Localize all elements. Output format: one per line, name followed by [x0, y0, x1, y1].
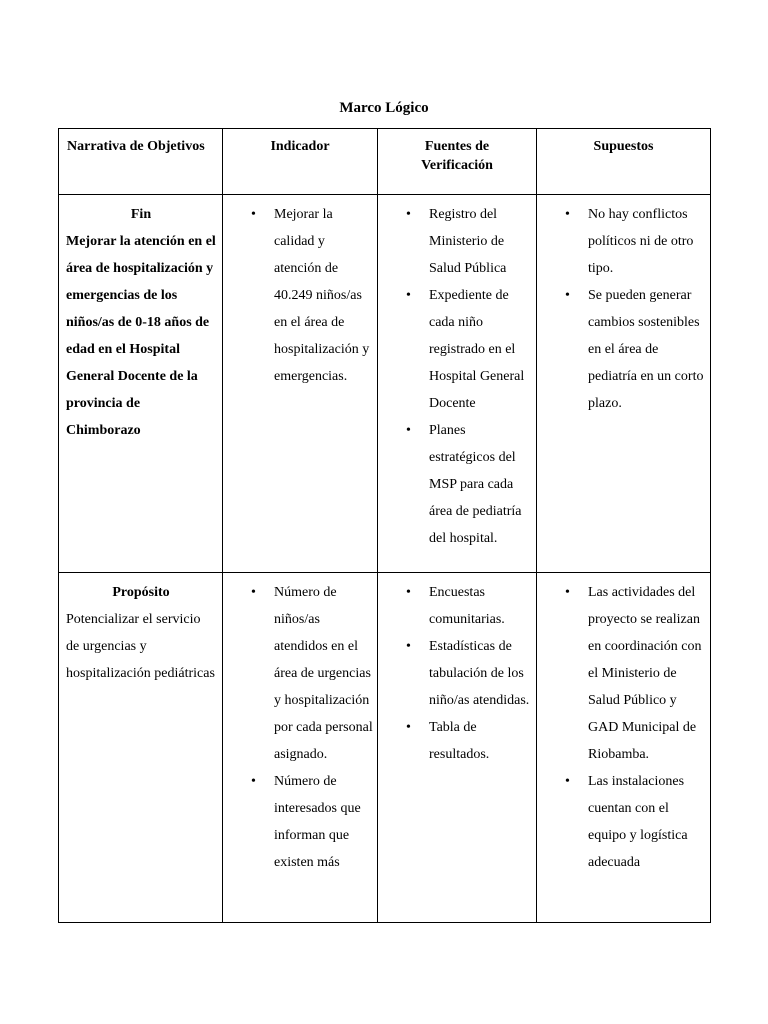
assumptions-cell: [537, 195, 711, 573]
list-item: • Número de interesados que informan que existen más: [223, 768, 373, 876]
table-header-row: [59, 129, 711, 195]
list-item: • Estadísticas de tabulación de los niño/as atendidas.: [378, 633, 532, 714]
table-row-proposito: [59, 573, 711, 923]
header-indicator: Indicador: [223, 129, 378, 195]
row-heading: Propósito: [112, 585, 170, 600]
list-item: • Se pueden generar cambios sostenibles en el área de pediatría en un corto plazo.: [537, 282, 706, 417]
indicator-cell: [223, 195, 378, 573]
header-assumptions: Supuestos: [537, 129, 711, 195]
list-item: • Tabla de resultados.: [378, 714, 532, 768]
header-narrative: Narrativa de Objetivos: [59, 129, 223, 195]
list-item: • Planes estratégicos del MSP para cada área de pediatría del hospital.: [378, 417, 532, 552]
narrative-cell: [59, 195, 223, 573]
header-sources-line1: Fuentes de: [424, 139, 490, 154]
logical-framework-table: [58, 128, 711, 923]
narrative-text: Mejorar la atención en el área de hospitalización y emergencias de los niños/as de 0-18 años de edad en el Hospital General Docente de la provincia de Chimborazo: [66, 234, 216, 438]
assumptions-cell: [537, 573, 711, 923]
table-row-fin: [59, 195, 711, 573]
list-item: • No hay conflictos políticos ni de otro tipo.: [537, 201, 706, 282]
list-item: • Expediente de cada niño registrado en el Hospital General Docente: [378, 282, 532, 417]
list-item: • Registro del Ministerio de Salud Pública: [378, 201, 532, 282]
header-sources-line2: Verificación: [421, 158, 493, 173]
sources-cell: [378, 573, 537, 923]
narrative-cell: [59, 573, 223, 923]
sources-cell: [378, 195, 537, 573]
row-heading: Fin: [130, 207, 152, 222]
list-item: • Número de niños/as atendidos en el área de urgencias y hospitalización por cada personal asignado.: [223, 579, 373, 768]
list-item: • Encuestas comunitarias.: [378, 579, 532, 633]
list-item: • Mejorar la calidad y atención de 40.249 niños/as en el área de hospitalización y emergencias.: [223, 201, 373, 390]
header-sources: [378, 129, 537, 195]
narrative-text: Potencializar el servicio de urgencias y hospitalización pediátricas: [66, 612, 215, 681]
document-title: Marco Lógico: [339, 100, 429, 116]
list-item: • Las instalaciones cuentan con el equipo y logística adecuada: [537, 768, 706, 876]
indicator-cell: [223, 573, 378, 923]
list-item: • Las actividades del proyecto se realizan en coordinación con el Ministerio de Salud Público y GAD Municipal de Riobamba.: [537, 579, 706, 768]
